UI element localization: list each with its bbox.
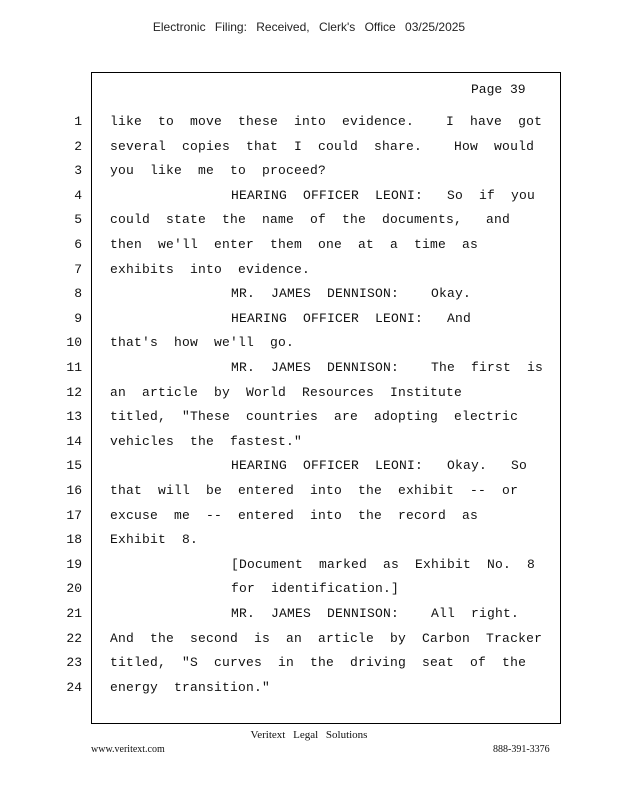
line-number: 16 bbox=[66, 483, 82, 498]
transcript-line bbox=[0, 187, 618, 212]
line-text: an article by World Resources Institute bbox=[110, 384, 463, 400]
transcript-line bbox=[0, 531, 618, 556]
line-text: then we'll enter them one at a time as bbox=[110, 237, 479, 252]
line-number: 7 bbox=[74, 261, 82, 277]
line-text: HEARING OFFICER LEONI: And bbox=[231, 310, 472, 326]
transcript-line bbox=[0, 384, 618, 409]
line-text: like to move these into evidence. I have got bbox=[110, 114, 543, 129]
line-text: HEARING OFFICER LEONI: Okay. So bbox=[231, 458, 528, 474]
line-text: that will be entered into the exhibit -- or bbox=[110, 483, 519, 498]
transcript-line bbox=[0, 482, 618, 507]
transcript-line bbox=[0, 236, 618, 261]
transcript-line bbox=[0, 211, 618, 236]
transcript-line bbox=[0, 408, 618, 433]
line-number: 19 bbox=[66, 556, 82, 572]
line-text: titled, "S curves in the driving seat of the bbox=[110, 655, 527, 671]
transcript-line bbox=[0, 334, 618, 359]
line-text: MR. JAMES DENNISON: The first is bbox=[231, 360, 544, 375]
line-number: 4 bbox=[74, 187, 82, 203]
line-text: MR. JAMES DENNISON: All right. bbox=[231, 606, 520, 621]
page-number: Page 39 bbox=[471, 82, 526, 97]
transcript-line bbox=[0, 162, 618, 187]
line-text: And the second is an article by Carbon Tracker bbox=[110, 630, 543, 646]
line-number: 21 bbox=[66, 606, 82, 621]
line-number: 5 bbox=[74, 212, 82, 228]
transcript-line bbox=[0, 285, 618, 310]
line-number: 3 bbox=[74, 163, 82, 179]
line-text: titled, "These countries are adopting electric bbox=[110, 409, 519, 425]
footer-website: www.veritext.com bbox=[91, 744, 165, 755]
line-text: HEARING OFFICER LEONI: So if you bbox=[231, 187, 536, 203]
transcript-line bbox=[0, 457, 618, 482]
transcript-line bbox=[0, 359, 618, 384]
transcript-line bbox=[0, 679, 618, 704]
line-text: that's how we'll go. bbox=[110, 335, 295, 351]
transcript-line bbox=[0, 113, 618, 138]
footer-company: Veritext Legal Solutions bbox=[250, 729, 368, 741]
filing-stamp-header: Electronic Filing: Received, Clerk's Office 03/25/2025 bbox=[152, 20, 466, 34]
line-number: 22 bbox=[66, 630, 82, 646]
line-number: 24 bbox=[66, 679, 82, 695]
line-text: excuse me -- entered into the record as bbox=[110, 507, 479, 523]
line-text: you like me to proceed? bbox=[110, 163, 327, 179]
transcript-line bbox=[0, 556, 618, 581]
transcript-line bbox=[0, 261, 618, 286]
line-text: energy transition." bbox=[110, 679, 271, 695]
line-text: vehicles the fastest." bbox=[110, 433, 303, 449]
line-number: 6 bbox=[74, 237, 82, 252]
line-number: 8 bbox=[74, 286, 82, 302]
transcript-line bbox=[0, 630, 618, 655]
line-number: 12 bbox=[66, 384, 82, 400]
line-number: 11 bbox=[66, 360, 82, 375]
line-text: MR. JAMES DENNISON: Okay. bbox=[231, 286, 472, 302]
line-number: 2 bbox=[74, 138, 82, 154]
line-text: could state the name of the documents, and bbox=[110, 212, 511, 228]
line-number: 17 bbox=[66, 507, 82, 523]
line-number: 18 bbox=[66, 532, 82, 548]
line-number: 20 bbox=[66, 581, 82, 597]
transcript-line bbox=[0, 580, 618, 605]
line-number: 1 bbox=[74, 114, 82, 129]
transcript-line bbox=[0, 310, 618, 335]
line-text: Exhibit 8. bbox=[110, 532, 199, 548]
transcript-line bbox=[0, 507, 618, 532]
transcript-line bbox=[0, 654, 618, 679]
line-number: 9 bbox=[74, 310, 82, 326]
line-text: exhibits into evidence. bbox=[110, 261, 311, 277]
transcript-line bbox=[0, 433, 618, 458]
line-number: 13 bbox=[66, 409, 82, 425]
line-number: 14 bbox=[66, 433, 82, 449]
transcript-line bbox=[0, 138, 618, 163]
line-number: 10 bbox=[66, 335, 82, 351]
line-number: 15 bbox=[66, 458, 82, 474]
line-text: [Document marked as Exhibit No. 8 bbox=[231, 556, 536, 572]
transcript-line bbox=[0, 605, 618, 630]
line-number: 23 bbox=[66, 655, 82, 671]
line-text: several copies that I could share. How would bbox=[110, 138, 535, 154]
line-text: for identification.] bbox=[231, 581, 400, 597]
footer-phone: 888-391-3376 bbox=[493, 744, 550, 755]
